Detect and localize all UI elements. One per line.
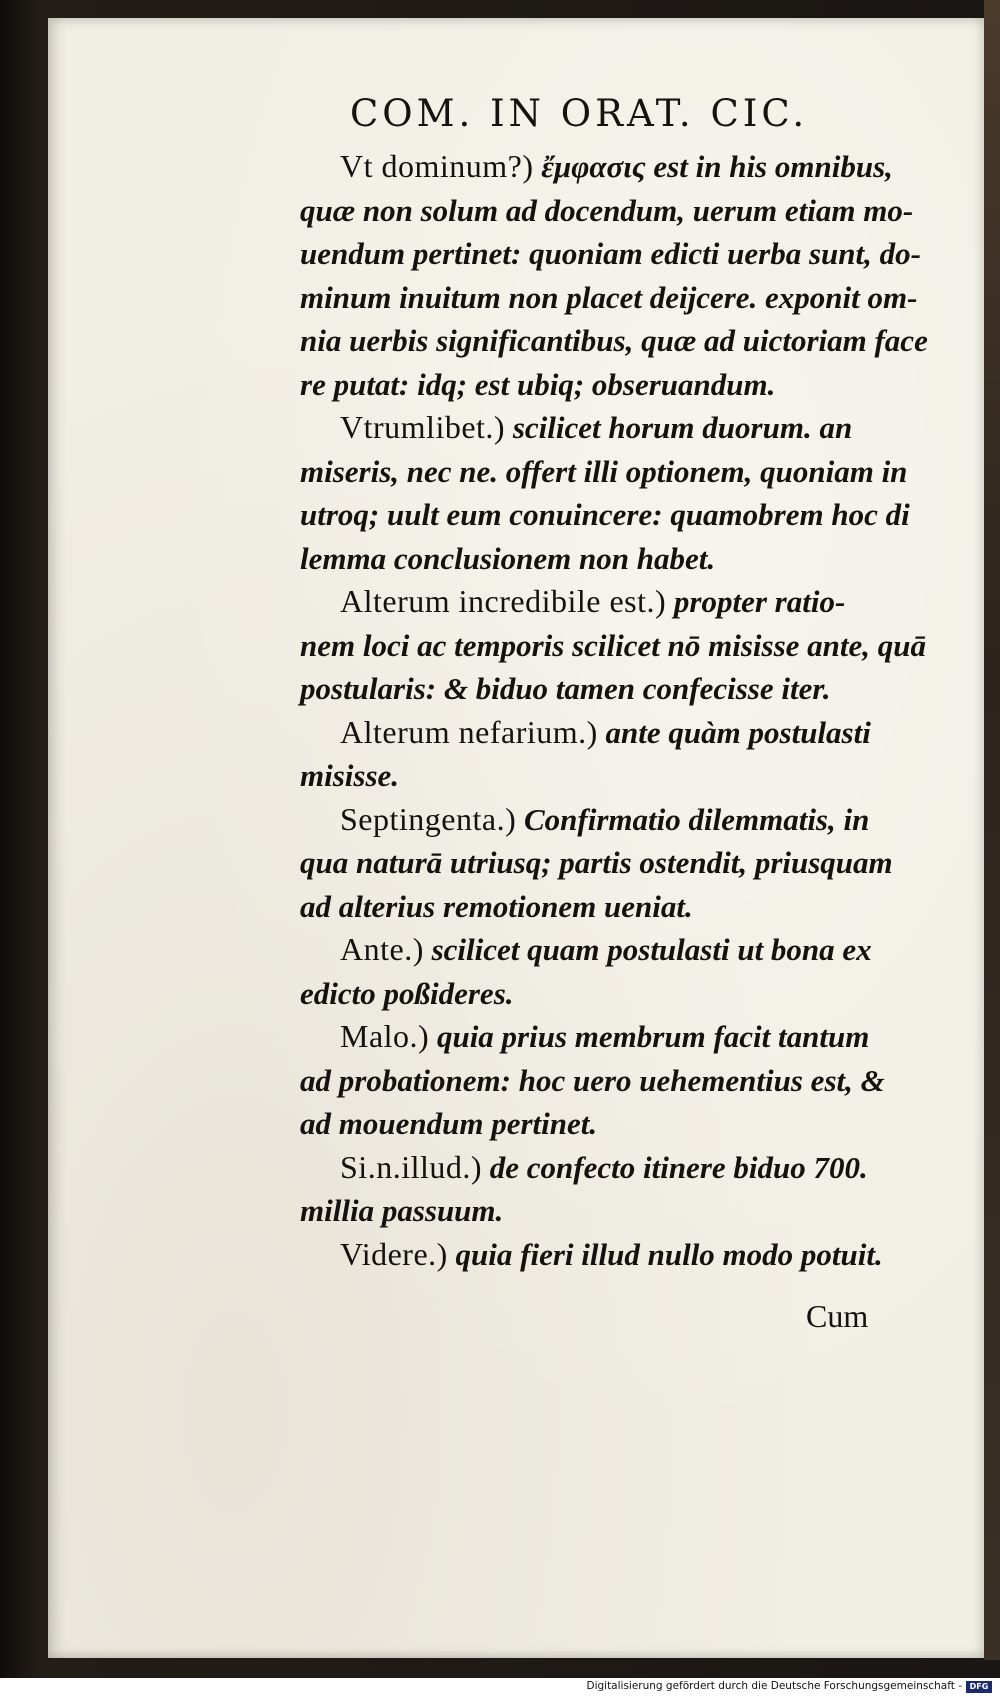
commentary-paragraph xyxy=(300,406,950,580)
gloss: misisse. xyxy=(300,758,400,793)
text-line xyxy=(300,624,950,668)
gloss: uendum pertinet: quoniam edicti uerba sunt, do- xyxy=(300,236,921,271)
footer-bar xyxy=(0,1678,1000,1697)
lemma: Septingenta.) xyxy=(340,800,517,837)
text-line xyxy=(300,667,950,711)
text-line xyxy=(300,406,950,450)
text-line xyxy=(300,1102,950,1146)
dfg-logo-icon: DFG xyxy=(966,1681,992,1693)
gloss: edicto poßideres. xyxy=(300,975,514,1011)
book-edge xyxy=(984,0,1000,1660)
text-block xyxy=(300,145,950,1276)
lemma: Alterum nefarium.) xyxy=(340,713,598,750)
lemma: Vt dominum?) xyxy=(340,148,534,184)
text-line xyxy=(300,1189,950,1233)
gloss: miseris, nec ne. offert illi optionem, quoniam in xyxy=(300,453,908,489)
gloss: ad alterius remotionem ueniat. xyxy=(300,888,693,924)
text-line xyxy=(300,754,950,798)
gloss: ad probationem: hoc uero uehementius est, & xyxy=(300,1062,885,1098)
commentary-paragraph xyxy=(300,928,950,1015)
lemma: Videre.) xyxy=(340,1235,448,1272)
commentary-paragraph xyxy=(300,711,950,798)
commentary-paragraph xyxy=(300,1146,950,1233)
commentary-paragraph xyxy=(300,1233,950,1277)
gloss: minum inuitum non placet deijcere. exponit om- xyxy=(300,279,918,315)
gloss: scilicet quam postulasti ut bona ex xyxy=(423,932,872,967)
gloss: re putat: idq; est ubiq; obseruandum. xyxy=(300,366,776,402)
gloss: postularis: & biduo tamen confecisse iter. xyxy=(300,671,831,706)
gloss: nem loci ac temporis scilicet nō misisse ante, quā xyxy=(300,627,927,663)
footer-credit-text: Digitalisierung gefördert durch die Deutsche Forschungsgemeinschaft - xyxy=(586,1680,962,1692)
text-line xyxy=(300,276,950,320)
gloss: ἔμφασις est in his omnibus, xyxy=(533,149,893,184)
running-head: COM. IN ORAT. CIC. xyxy=(350,92,809,135)
text-line xyxy=(300,928,950,972)
gloss: qua naturā utriusq; partis ostendit, priusquam xyxy=(300,845,893,880)
text-line xyxy=(300,232,950,276)
gloss: quia prius membrum facit tantum xyxy=(429,1019,870,1054)
gloss: ad mouendum pertinet. xyxy=(300,1106,598,1141)
gloss: Confirmatio dilemmatis, in xyxy=(516,801,870,837)
gloss: scilicet horum duorum. an xyxy=(505,410,853,445)
text-line xyxy=(300,798,950,842)
text-line xyxy=(300,711,950,755)
gloss: propter ratio- xyxy=(666,584,846,619)
gloss: quæ non solum ad docendum, uerum etiam mo- xyxy=(300,192,914,228)
text-line xyxy=(300,145,950,189)
text-line xyxy=(300,450,950,494)
text-line xyxy=(300,1059,950,1103)
text-line xyxy=(300,1015,950,1059)
text-line xyxy=(300,363,950,407)
gloss: lemma conclusionem non habet. xyxy=(300,540,716,576)
gloss: nia uerbis significantibus, quæ ad uictoriam face xyxy=(300,323,928,358)
gloss: millia passuum. xyxy=(300,1193,504,1228)
commentary-paragraph xyxy=(300,580,950,711)
text-line xyxy=(300,1146,950,1190)
lemma: Si.n.illud.) xyxy=(340,1148,483,1185)
gloss: utroq; uult eum conuincere: quamobrem hoc di xyxy=(300,497,910,532)
gloss: quia fieri illud nullo modo potuit. xyxy=(447,1236,883,1272)
text-line xyxy=(300,493,950,537)
text-line xyxy=(300,972,950,1016)
commentary-paragraph xyxy=(300,145,950,406)
gloss: ante quàm postulasti xyxy=(597,714,871,750)
text-line xyxy=(300,537,950,581)
text-line xyxy=(300,1233,950,1277)
gloss: de confecto itinere biduo 700. xyxy=(482,1149,868,1185)
text-line xyxy=(300,580,950,624)
lemma: Malo.) xyxy=(340,1018,430,1054)
text-line xyxy=(300,841,950,885)
text-line xyxy=(300,319,950,363)
commentary-paragraph xyxy=(300,798,950,929)
catchword: Cum xyxy=(806,1298,869,1334)
text-line xyxy=(300,885,950,929)
lemma: Vtrumlibet.) xyxy=(340,409,506,445)
commentary-paragraph xyxy=(300,1015,950,1146)
lemma: Ante.) xyxy=(340,931,424,967)
lemma: Alterum incredibile est.) xyxy=(340,583,667,619)
text-line xyxy=(300,189,950,233)
